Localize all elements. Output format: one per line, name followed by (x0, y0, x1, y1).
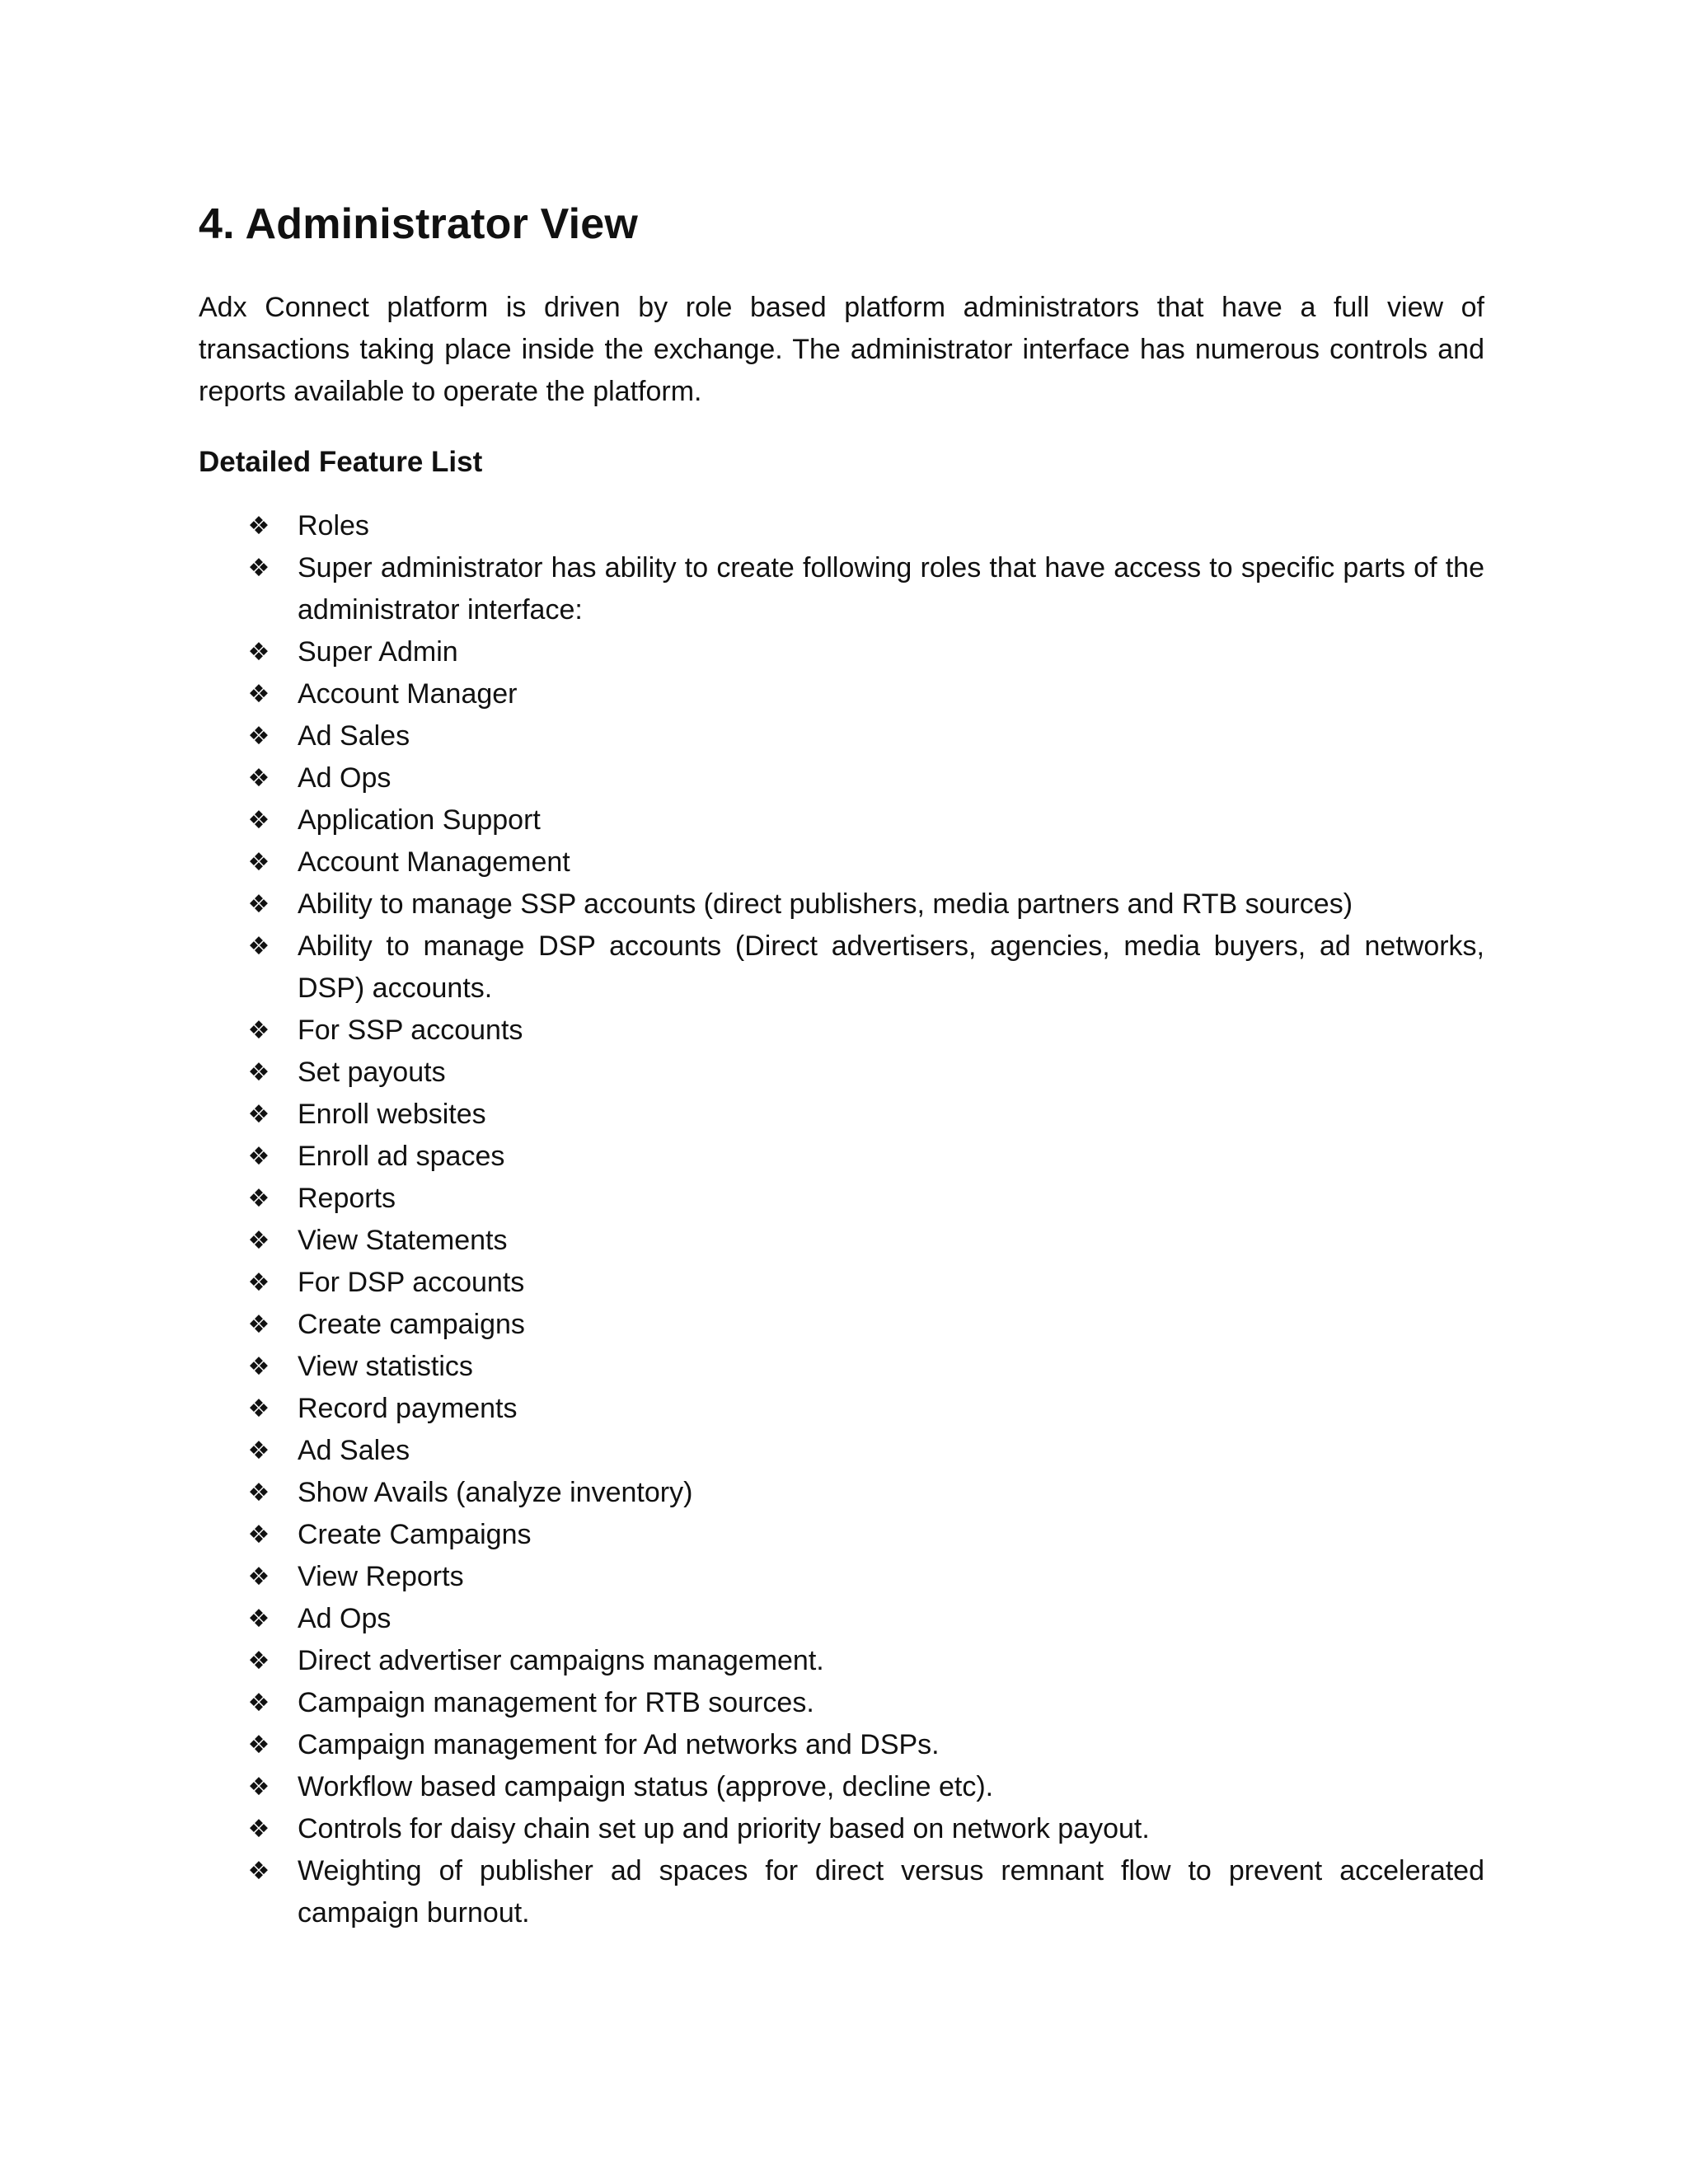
feature-item-label: Record payments (298, 1393, 518, 1424)
feature-item-label: Roles (298, 510, 369, 541)
feature-item-level-3 (199, 1388, 1484, 1430)
feature-item-label: View Statements (298, 1225, 508, 1256)
diamond-bullet-icon: ❖ (247, 1436, 270, 1465)
feature-item-level-2 (199, 1472, 1484, 1514)
diamond-bullet-icon: ❖ (247, 806, 270, 835)
feature-sublist (199, 1052, 1484, 1262)
feature-item-label: Controls for daisy chain set up and priority based on network payout. (298, 1813, 1150, 1844)
diamond-bullet-icon: ❖ (247, 1184, 270, 1213)
feature-list (199, 505, 1484, 1934)
diamond-bullet-icon: ❖ (247, 1394, 270, 1423)
feature-sublist (199, 1304, 1484, 1430)
feature-item-label: Ad Ops (298, 1603, 392, 1634)
diamond-bullet-icon: ❖ (247, 638, 270, 667)
feature-item-label: Campaign management for RTB sources. (298, 1687, 814, 1718)
feature-item-label: Workflow based campaign status (approve, decline etc). (298, 1771, 994, 1802)
diamond-bullet-icon: ❖ (247, 512, 270, 541)
feature-item-label: Ad Sales (298, 720, 410, 752)
feature-item-level-2 (199, 1514, 1484, 1556)
intro-paragraph: Adx Connect platform is driven by role based platform administrators that have a full view of transactions taking place inside the exchange. The administrator interface has numerous controls and reports available to operate the platform. (199, 292, 1484, 407)
feature-item-level-2 (199, 1010, 1484, 1262)
feature-list-heading: Detailed Feature List (199, 446, 483, 478)
feature-item-level-1 (199, 1598, 1484, 1934)
feature-item-label: Direct advertiser campaigns management. (298, 1645, 824, 1676)
diamond-bullet-icon: ❖ (247, 1857, 270, 1886)
diamond-bullet-icon: ❖ (247, 890, 270, 919)
feature-item-level-2 (199, 1850, 1484, 1934)
section-title: 4. Administrator View (199, 200, 639, 248)
diamond-bullet-icon: ❖ (247, 1142, 270, 1171)
feature-item-label: Super administrator has ability to create following roles that have access to specific parts of the administrator interface: (298, 552, 1484, 626)
feature-item-label: Super Admin (298, 636, 458, 668)
feature-item-label: Campaign management for Ad networks and DSPs. (298, 1729, 940, 1760)
diamond-bullet-icon: ❖ (247, 1773, 270, 1802)
feature-item-level-2 (199, 1682, 1484, 1724)
feature-item-label: Create Campaigns (298, 1519, 532, 1550)
feature-item-level-1 (199, 505, 1484, 841)
feature-item-level-2 (199, 1808, 1484, 1850)
diamond-bullet-icon: ❖ (247, 1352, 270, 1381)
feature-item-level-1 (199, 841, 1484, 1430)
diamond-bullet-icon: ❖ (247, 1815, 270, 1844)
diamond-bullet-icon: ❖ (247, 1016, 270, 1045)
feature-item-level-3 (199, 1052, 1484, 1094)
feature-item-level-3 (199, 631, 1484, 673)
diamond-bullet-icon: ❖ (247, 1100, 270, 1129)
feature-item-level-3 (199, 715, 1484, 757)
diamond-bullet-icon: ❖ (247, 1479, 270, 1507)
feature-item-level-2 (199, 1640, 1484, 1682)
feature-item-level-2 (199, 1556, 1484, 1598)
diamond-bullet-icon: ❖ (247, 764, 270, 793)
feature-item-label: For DSP accounts (298, 1267, 525, 1298)
diamond-bullet-icon: ❖ (247, 1563, 270, 1591)
feature-item-label: Reports (298, 1183, 396, 1214)
feature-item-level-3 (199, 1178, 1484, 1220)
feature-item-label: Create campaigns (298, 1309, 525, 1340)
diamond-bullet-icon: ❖ (247, 1647, 270, 1675)
feature-item-level-2 (199, 547, 1484, 841)
diamond-bullet-icon: ❖ (247, 1310, 270, 1339)
feature-item-level-3 (199, 757, 1484, 799)
feature-item-label: Weighting of publisher ad spaces for direct versus remnant flow to prevent accelerated campaign burnout. (298, 1855, 1484, 1929)
feature-item-level-3 (199, 1220, 1484, 1262)
feature-item-level-1 (199, 1430, 1484, 1598)
diamond-bullet-icon: ❖ (247, 1689, 270, 1718)
diamond-bullet-icon: ❖ (247, 1521, 270, 1549)
feature-item-label: For SSP accounts (298, 1015, 523, 1046)
diamond-bullet-icon: ❖ (247, 680, 270, 709)
page-content (199, 194, 1484, 1934)
diamond-bullet-icon: ❖ (247, 848, 270, 877)
feature-item-label: Set payouts (298, 1057, 446, 1088)
feature-item-level-3 (199, 799, 1484, 841)
feature-sublist (199, 547, 1484, 841)
feature-item-level-3 (199, 1136, 1484, 1178)
feature-sublist (199, 1640, 1484, 1934)
feature-sublist (199, 1472, 1484, 1598)
diamond-bullet-icon: ❖ (247, 554, 270, 583)
feature-sublist (199, 883, 1484, 1430)
feature-item-label: View Reports (298, 1561, 464, 1592)
feature-item-label: Ad Sales (298, 1435, 410, 1466)
feature-item-label: Ability to manage SSP accounts (direct publishers, media partners and RTB sources) (298, 888, 1353, 920)
feature-item-label: Ability to manage DSP accounts (Direct advertisers, agencies, media buyers, ad networks, DSP) accounts. (298, 930, 1484, 1004)
feature-item-level-3 (199, 1304, 1484, 1346)
feature-item-level-3 (199, 1346, 1484, 1388)
feature-item-label: Show Avails (analyze inventory) (298, 1477, 693, 1508)
feature-item-level-2 (199, 926, 1484, 1010)
feature-item-level-2 (199, 1262, 1484, 1430)
diamond-bullet-icon: ❖ (247, 1226, 270, 1255)
diamond-bullet-icon: ❖ (247, 1058, 270, 1087)
feature-item-label: Ad Ops (298, 762, 392, 794)
feature-item-label: Enroll ad spaces (298, 1141, 505, 1172)
feature-item-level-3 (199, 673, 1484, 715)
feature-item-label: View statistics (298, 1351, 473, 1382)
feature-item-level-2 (199, 1724, 1484, 1766)
diamond-bullet-icon: ❖ (247, 1731, 270, 1760)
feature-item-level-2 (199, 883, 1484, 926)
feature-item-level-3 (199, 1094, 1484, 1136)
feature-item-label: Account Manager (298, 678, 518, 710)
feature-item-level-2 (199, 1766, 1484, 1808)
feature-item-label: Application Support (298, 804, 541, 836)
diamond-bullet-icon: ❖ (247, 932, 270, 961)
diamond-bullet-icon: ❖ (247, 722, 270, 751)
diamond-bullet-icon: ❖ (247, 1605, 270, 1633)
feature-item-label: Account Management (298, 846, 570, 878)
feature-item-label: Enroll websites (298, 1099, 486, 1130)
diamond-bullet-icon: ❖ (247, 1268, 270, 1297)
feature-sublist (199, 631, 1484, 841)
